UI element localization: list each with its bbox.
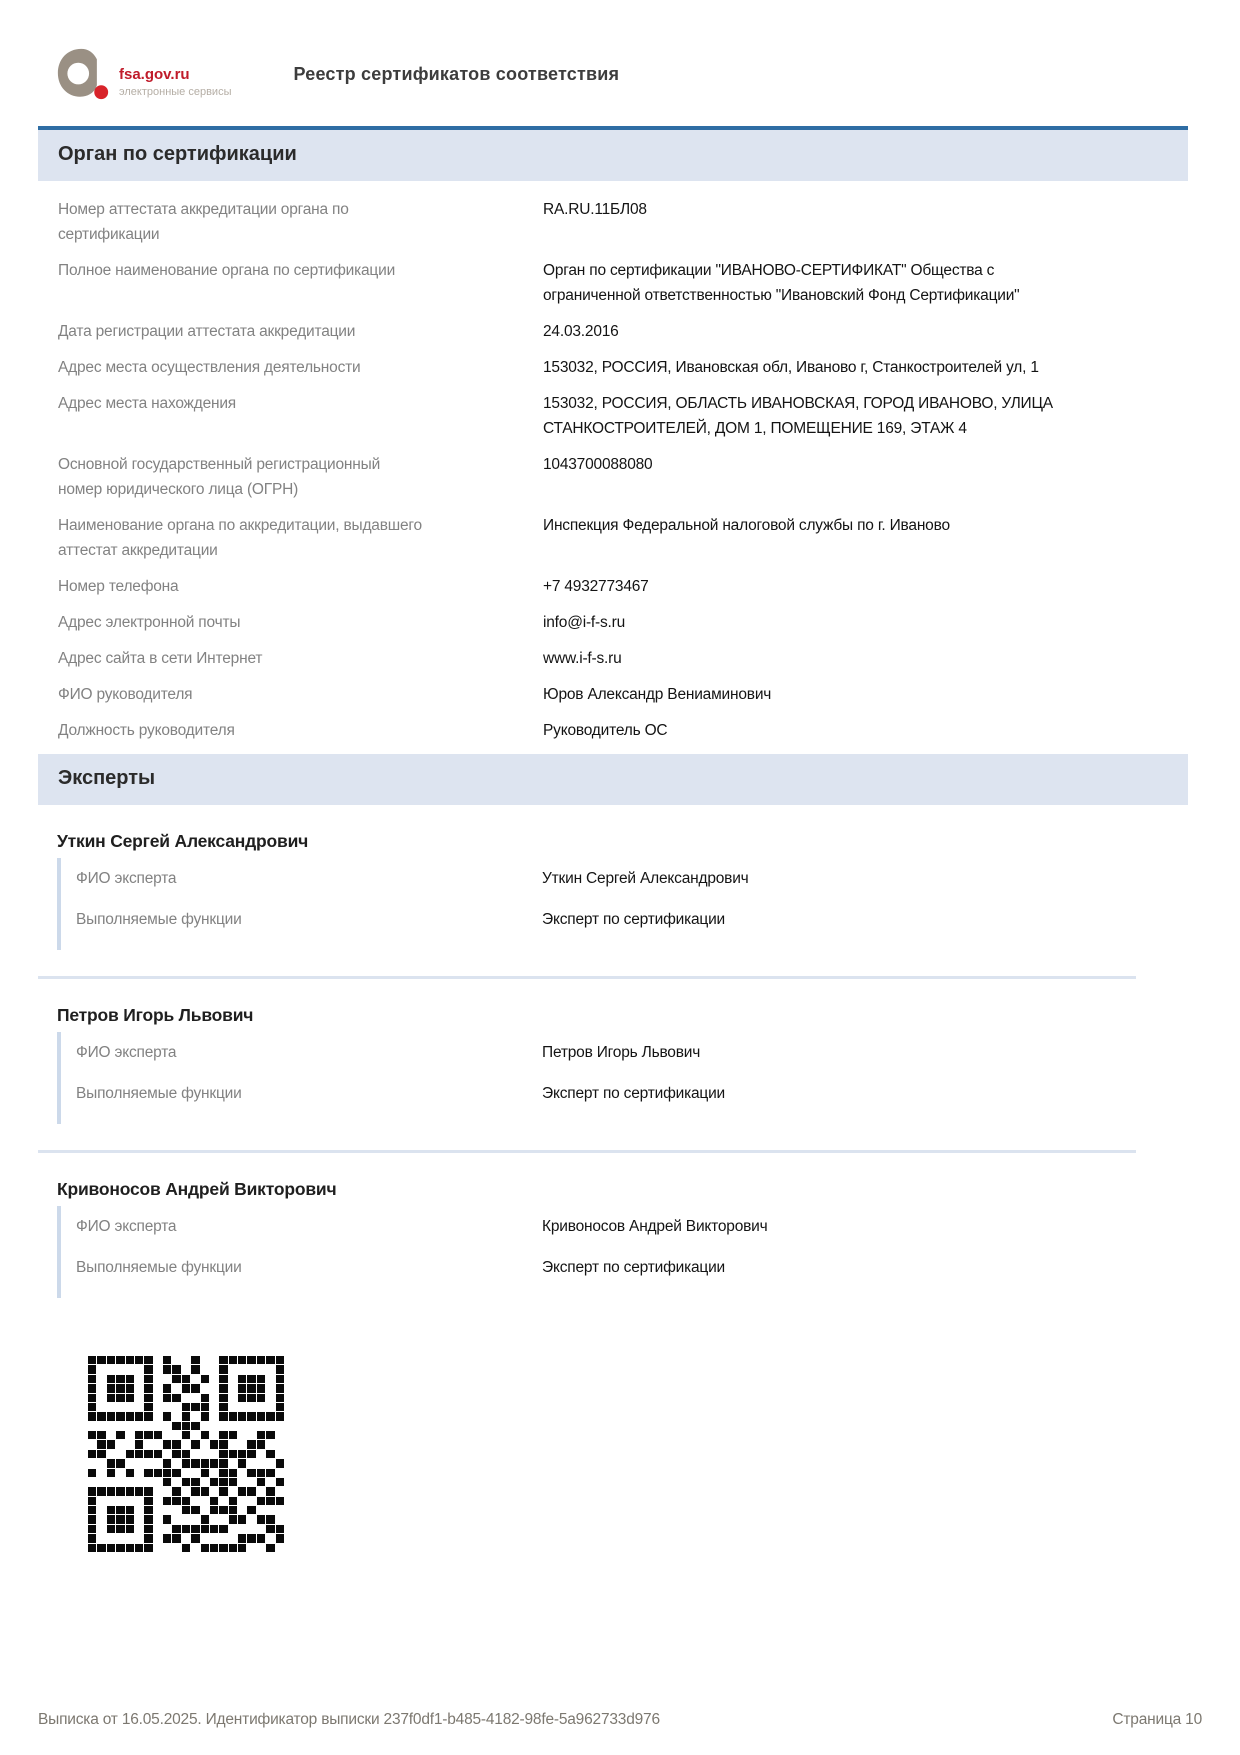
field-row <box>76 907 1136 932</box>
field-label: Номер аттестата аккредитации органа по сертификации <box>58 201 349 243</box>
field-value: Уткин Сергей Александрович <box>542 870 749 887</box>
field-row <box>76 866 1136 891</box>
field-value: Орган по сертификации "ИВАНОВО-СЕРТИФИКАТ" Общества с ограниченной ответственностью "Ивановский Фонд Сертификации" <box>543 262 1020 304</box>
field-value: Эксперт по сертификации <box>542 1259 726 1276</box>
expert-rows <box>57 1206 1136 1298</box>
logo-site-text: fsa.gov.ru <box>119 65 190 83</box>
field-row <box>58 646 1188 671</box>
page-title: Реестр сертификатов соответствия <box>293 63 620 84</box>
field-value: Эксперт по сертификации <box>542 911 726 928</box>
field-row <box>58 610 1188 635</box>
field-value: Кривоносов Андрей Викторович <box>542 1218 768 1235</box>
expert-rows <box>57 1032 1136 1124</box>
experts-list <box>0 831 1188 1298</box>
fsa-logo-mark-icon <box>57 48 109 100</box>
field-row <box>58 258 1188 308</box>
field-row <box>58 682 1188 707</box>
expert-name: Петров Игорь Львович <box>57 1005 254 1025</box>
field-label: Полное наименование органа по сертификации <box>58 262 396 279</box>
field-value: 24.03.2016 <box>543 323 619 340</box>
field-value: Петров Игорь Львович <box>542 1044 701 1061</box>
field-label: Основной государственный регистрационный номер юридического лица (ОГРН) <box>58 456 381 498</box>
page-footer <box>38 1711 1202 1729</box>
field-label: Выполняемые функции <box>76 1259 242 1276</box>
field-label: Адрес сайта в сети Интернет <box>58 650 263 667</box>
expert-block <box>57 1179 1136 1298</box>
expert-name: Кривоносов Андрей Викторович <box>57 1179 337 1199</box>
field-row <box>58 197 1188 247</box>
field-label: Выполняемые функции <box>76 1085 242 1102</box>
field-value: 153032, РОССИЯ, Ивановская обл, Иваново г, Станкостроителей ул, 1 <box>543 359 1039 376</box>
field-label: ФИО руководителя <box>58 686 193 703</box>
fsa-logo <box>57 48 231 100</box>
field-label: ФИО эксперта <box>76 1218 177 1235</box>
expert-name: Уткин Сергей Александрович <box>57 831 309 851</box>
field-row <box>58 718 1188 743</box>
document-header <box>0 0 1240 100</box>
field-row <box>58 574 1188 599</box>
field-value: info@i-f-s.ru <box>543 614 626 631</box>
field-row <box>58 452 1188 502</box>
field-value: +7 4932773467 <box>543 578 649 595</box>
page-number: Страница 10 <box>1112 1711 1202 1728</box>
logo-red-dot-icon <box>94 85 108 99</box>
field-value: Руководитель ОС <box>543 722 668 739</box>
field-label: Адрес места нахождения <box>58 395 237 412</box>
field-label: Наименование органа по аккредитации, выдавшего аттестат аккредитации <box>58 517 422 559</box>
field-row <box>58 319 1188 344</box>
field-value: 153032, РОССИЯ, ОБЛАСТЬ ИВАНОВСКАЯ, ГОРОД ИВАНОВО, УЛИЦА СТАНКОСТРОИТЕЛЕЙ, ДОМ 1, ПОМЕЩЕНИЕ 169, ЭТАЖ 4 <box>543 395 1053 437</box>
extract-info-text: Выписка от 16.05.2025. Идентификатор выписки 237f0df1-b485-4182-98fe-5a962733d976 <box>38 1711 660 1728</box>
field-row <box>58 355 1188 380</box>
field-label: Адрес электронной почты <box>58 614 241 631</box>
expert-block <box>57 1005 1136 1124</box>
qr-code <box>88 1356 284 1552</box>
section-header-org: Орган по сертификации <box>38 126 1188 181</box>
field-row <box>58 391 1188 441</box>
expert-block <box>57 831 1136 950</box>
field-value: RA.RU.11БЛ08 <box>543 201 647 218</box>
field-label: Должность руководителя <box>58 722 235 739</box>
section-header-experts: Эксперты <box>38 754 1188 805</box>
field-row <box>76 1081 1136 1106</box>
field-label: ФИО эксперта <box>76 1044 177 1061</box>
expert-rows <box>57 858 1136 950</box>
field-row <box>76 1040 1136 1065</box>
expert-separator <box>38 976 1136 979</box>
logo-texts <box>119 67 231 101</box>
field-value: Инспекция Федеральной налоговой службы по г. Иваново <box>543 517 950 534</box>
field-label: Номер телефона <box>58 578 179 595</box>
field-label: ФИО эксперта <box>76 870 177 887</box>
field-row <box>58 513 1188 563</box>
field-value: Эксперт по сертификации <box>542 1085 726 1102</box>
field-value: Юров Александр Вениаминович <box>543 686 772 703</box>
field-value: 1043700088080 <box>543 456 653 473</box>
expert-separator <box>38 1150 1136 1153</box>
org-rows <box>58 197 1188 743</box>
fsa-a-glyph-icon <box>57 48 109 100</box>
logo-tagline-text: электронные сервисы <box>119 86 232 98</box>
field-value: www.i-f-s.ru <box>543 650 622 667</box>
field-label: Дата регистрации аттестата аккредитации <box>58 323 356 340</box>
field-row <box>76 1255 1136 1280</box>
field-label: Адрес места осуществления деятельности <box>58 359 361 376</box>
field-row <box>76 1214 1136 1239</box>
field-label: Выполняемые функции <box>76 911 242 928</box>
